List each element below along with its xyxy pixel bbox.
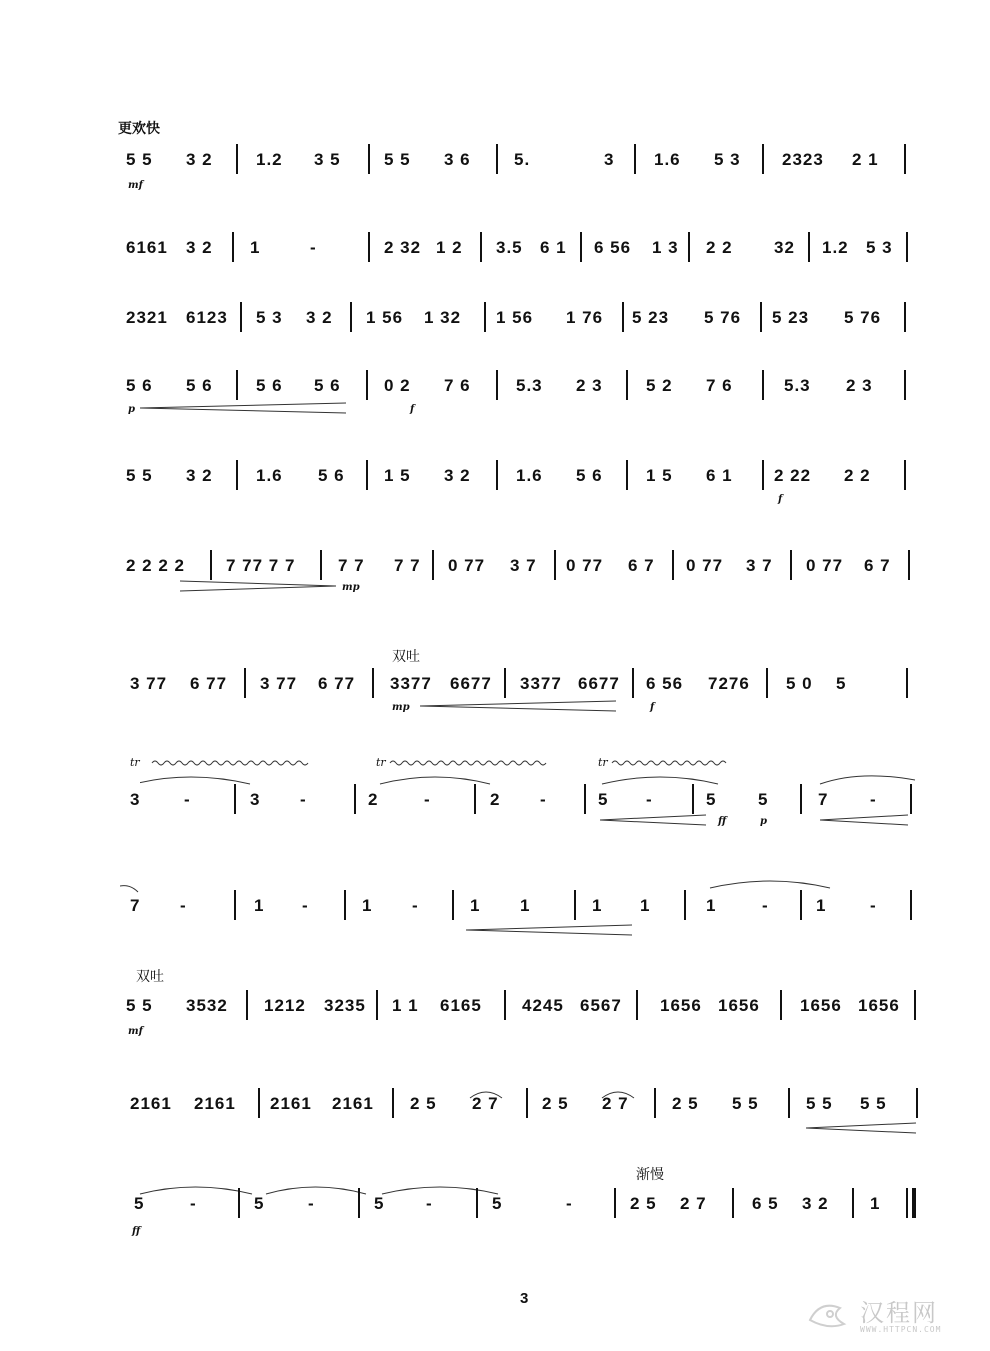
barline [910,890,912,920]
note-group: 2161 [332,1094,374,1113]
crescendo-hairpin [420,700,620,712]
decrescendo-hairpin [180,580,340,592]
barline [800,890,802,920]
barline [632,668,634,698]
note-group: 5. [514,150,531,169]
note-group: 1 [362,896,373,915]
barline [236,144,238,174]
note-group: 5 [706,790,717,809]
note-group: 1 [640,896,651,915]
note-group: 5 23 [772,308,810,327]
note-group: 1.6 [654,150,681,169]
note-group: - [310,238,317,257]
staff-line-8 [0,756,990,846]
dynamic-marking: f [650,702,655,713]
barline [904,370,906,400]
note-group: - [308,1194,315,1213]
note-group: 3 7 [746,556,773,575]
barline [622,302,624,332]
note-group: 5 2 [646,376,673,395]
note-group: 7 6 [706,376,733,395]
barline [504,990,506,1020]
note-group: 1 3 [652,238,679,257]
note-group: 5 6 [576,466,603,485]
note-group: 0 77 [686,556,724,575]
barline [654,1088,656,1118]
barline [692,784,694,814]
barline [240,302,242,332]
note-group: 1 1 [392,996,419,1015]
barline [452,890,454,920]
staff-line-11 [0,1084,990,1174]
note-group: 2321 [126,308,168,327]
slurs [120,876,840,896]
note-group: 3377 [520,674,562,693]
barline [634,144,636,174]
technique-marking: 双吐 [392,649,420,665]
note-group: - [566,1194,573,1213]
note-group: 2 3 [576,376,603,395]
barline [684,890,686,920]
barline [392,1088,394,1118]
trill-marking: tr [376,756,386,769]
barline [244,668,246,698]
note-group: 2 5 [410,1094,437,1113]
note-group: 5 [492,1194,503,1213]
barline [526,1088,528,1118]
barline [910,784,912,814]
note-group: 2 7 [680,1194,707,1213]
barline [626,460,628,490]
note-group: 2 5 [672,1094,699,1113]
note-group: 2 7 [602,1094,629,1113]
note-group: 1.2 [256,150,283,169]
note-group: 2161 [130,1094,172,1113]
staff-line-9 [0,876,990,966]
staff-line-12 [0,1182,990,1272]
note-group: 7 6 [444,376,471,395]
final-barline [912,1188,916,1218]
barline [496,460,498,490]
note-group: - [180,896,187,915]
barline [236,460,238,490]
barline [232,232,234,262]
note-group: 2323 [782,150,824,169]
barline [234,890,236,920]
barline [366,370,368,400]
barline [554,550,556,580]
barline [584,784,586,814]
note-group: 3.5 [496,238,523,257]
note-group: 5 6 [318,466,345,485]
barline [480,232,482,262]
note-group: 5 5 [860,1094,887,1113]
note-group: 7 7 [338,556,365,575]
note-group: 1 [870,1194,881,1213]
barline [376,990,378,1020]
barline [484,302,486,332]
note-group: 3 6 [444,150,471,169]
note-group: 3 5 [314,150,341,169]
note-group: 6 1 [706,466,733,485]
note-group: 3 2 [186,150,213,169]
barline [904,460,906,490]
dynamic-marking: ff [718,816,727,827]
note-group: 3 2 [444,466,471,485]
note-group: 1 [250,238,261,257]
staff-line-10 [0,986,990,1076]
barline [246,990,248,1020]
note-group: 6 1 [540,238,567,257]
technique-marking: 双吐 [136,969,164,985]
note-group: 3 [604,150,615,169]
note-group: - [302,896,309,915]
note-group: 1 5 [384,466,411,485]
note-group: 6 77 [190,674,228,693]
dynamic-marking: mp [342,582,360,593]
tempo-marking: 渐慢 [636,1167,664,1183]
note-group: 3235 [324,996,366,1015]
barline [766,668,768,698]
note-group: 5 5 [384,150,411,169]
barline [238,1188,240,1218]
barline [808,232,810,262]
note-group: 6567 [580,996,622,1015]
barline [732,1188,734,1218]
barline [906,232,908,262]
note-group: 5 76 [844,308,882,327]
note-group: 5 6 [314,376,341,395]
note-group: 2 1 [852,150,879,169]
note-group: 3532 [186,996,228,1015]
barline [344,890,346,920]
note-group: 4245 [522,996,564,1015]
barline [354,784,356,814]
note-group: - [870,896,877,915]
barline [906,668,908,698]
staff-line-7 [0,664,990,754]
decrescendo-hairpin [600,814,710,826]
note-group: - [870,790,877,809]
note-group: 1 56 [366,308,404,327]
barline [914,990,916,1020]
note-group: 7 77 7 7 [226,556,296,575]
dynamic-marking: p [128,404,135,415]
note-group: 0 77 [806,556,844,575]
trill-marking: tr [598,756,608,769]
note-group: 5 5 [806,1094,833,1113]
barline [800,784,802,814]
note-group: 2 2 [706,238,733,257]
crescendo-hairpin [466,924,636,936]
note-group: 6165 [440,996,482,1015]
note-group: 6 56 [594,238,632,257]
barline [762,144,764,174]
note-group: 3 2 [186,466,213,485]
note-group: 5 [254,1194,265,1213]
trill-lines-and-slurs [140,756,930,786]
barline [906,1188,908,1218]
note-group: 1656 [660,996,702,1015]
note-group: 2 3 [846,376,873,395]
note-group: 3 2 [802,1194,829,1213]
note-group: 2 [490,790,501,809]
note-group: 2161 [270,1094,312,1113]
note-group: - [184,790,191,809]
note-group: 5 5 [732,1094,759,1113]
note-group: - [426,1194,433,1213]
note-group: 5 6 [256,376,283,395]
note-group: 5 0 [786,674,813,693]
note-group: 3 77 [130,674,168,693]
crescendo-hairpin [140,402,350,414]
barline [672,550,674,580]
note-group: 2 5 [630,1194,657,1213]
note-group: 6123 [186,308,228,327]
note-group: 5 [134,1194,145,1213]
dynamic-marking: p [760,816,767,827]
note-group: 3377 [390,674,432,693]
note-group: - [540,790,547,809]
barline [788,1088,790,1118]
note-group: 6161 [126,238,168,257]
note-group: 3 [130,790,141,809]
staff-line-1 [0,140,990,230]
note-group: 5 6 [186,376,213,395]
crescendo-hairpin [806,1122,918,1134]
note-group: 5 5 [126,150,153,169]
barline [210,550,212,580]
dynamic-marking: f [778,494,783,505]
barline [852,1188,854,1218]
note-group: 3 2 [186,238,213,257]
barline [904,302,906,332]
watermark-url: WWW.HTTPCN.COM [860,1325,942,1334]
barline [762,370,764,400]
note-group: 3 [250,790,261,809]
note-group: 2 2 2 2 [126,556,185,575]
barline [760,302,762,332]
barline [574,890,576,920]
trill-marking: tr [130,756,140,769]
note-group: 1 [254,896,265,915]
note-group: 7 7 [394,556,421,575]
note-group: 3 2 [306,308,333,327]
barline [762,460,764,490]
note-group: 6 7 [864,556,891,575]
note-group: - [190,1194,197,1213]
barline [908,550,910,580]
barline [358,1188,360,1218]
barline [432,550,434,580]
dynamic-marking: mf [128,1026,143,1037]
tempo-marking: 更欢快 [118,121,160,137]
note-group: 0 77 [566,556,604,575]
note-group: 2 22 [774,466,812,485]
barline [320,550,322,580]
note-group: 2 [368,790,379,809]
note-group: 0 77 [448,556,486,575]
barline [258,1088,260,1118]
barline [372,668,374,698]
barline [790,550,792,580]
note-group: - [412,896,419,915]
note-group: 5 3 [256,308,283,327]
note-group: 1656 [718,996,760,1015]
note-group: 2 32 [384,238,422,257]
note-group: - [646,790,653,809]
note-group: 2161 [194,1094,236,1113]
note-group: 6 5 [752,1194,779,1213]
note-group: 5 3 [866,238,893,257]
note-group: 2 2 [844,466,871,485]
note-group: 5 6 [126,376,153,395]
note-group: 6677 [578,674,620,693]
barline [236,370,238,400]
note-group: 6 77 [318,674,356,693]
slurs [130,1182,510,1198]
note-group: 5 [598,790,609,809]
note-group: 1.6 [516,466,543,485]
dynamic-marking: f [410,404,415,415]
note-group: 1.2 [822,238,849,257]
barline [476,1188,478,1218]
note-group: 5 [758,790,769,809]
barline [234,784,236,814]
note-group: 5 76 [704,308,742,327]
barline [368,232,370,262]
note-group: 6 56 [646,674,684,693]
staff-line-6 [0,546,990,636]
barline [504,668,506,698]
note-group: 7276 [708,674,750,693]
barline [780,990,782,1020]
note-group: 5 [836,674,847,693]
note-group: 1212 [264,996,306,1015]
note-group: 32 [774,238,795,257]
barline [496,370,498,400]
note-group: 3 7 [510,556,537,575]
barline [580,232,582,262]
barline [496,144,498,174]
note-group: 1656 [858,996,900,1015]
note-group: 6677 [450,674,492,693]
crescendo-hairpin [820,814,910,826]
note-group: 2 7 [472,1094,499,1113]
note-group: 1656 [800,996,842,1015]
barline [614,1188,616,1218]
note-group: 1 76 [566,308,604,327]
note-group: 1 2 [436,238,463,257]
note-group: 1 32 [424,308,462,327]
note-group: 2 5 [542,1094,569,1113]
note-group: 5 5 [126,996,153,1015]
barline [474,784,476,814]
barline [368,144,370,174]
staff-line-5 [0,456,990,546]
note-group: 5 [374,1194,385,1213]
barline [636,990,638,1020]
note-group: 0 2 [384,376,411,395]
note-group: 5 3 [714,150,741,169]
note-group: 5 23 [632,308,670,327]
note-group: 7 [818,790,829,809]
dynamic-marking: mf [128,180,143,191]
note-group: 7 [130,896,141,915]
note-group: 1 [816,896,827,915]
barline [626,370,628,400]
watermark-text: 汉程网 [860,1299,938,1327]
note-group: 5.3 [516,376,543,395]
staff-line-4 [0,366,990,456]
barline [904,144,906,174]
dynamic-marking: ff [132,1226,141,1237]
note-group: - [424,790,431,809]
dynamic-marking: mp [392,702,410,713]
note-group: 6 7 [628,556,655,575]
barline [366,460,368,490]
note-group: 1 [706,896,717,915]
note-group: 5 5 [126,466,153,485]
barline [688,232,690,262]
note-group: - [762,896,769,915]
note-group: - [300,790,307,809]
note-group: 1.6 [256,466,283,485]
page-number: 3 [520,1290,529,1307]
note-group: 1 [520,896,531,915]
barline [916,1088,918,1118]
note-group: 3 77 [260,674,298,693]
note-group: 1 5 [646,466,673,485]
note-group: 5.3 [784,376,811,395]
note-group: 1 [592,896,603,915]
note-group: 1 56 [496,308,534,327]
barline [350,302,352,332]
note-group: 1 [470,896,481,915]
